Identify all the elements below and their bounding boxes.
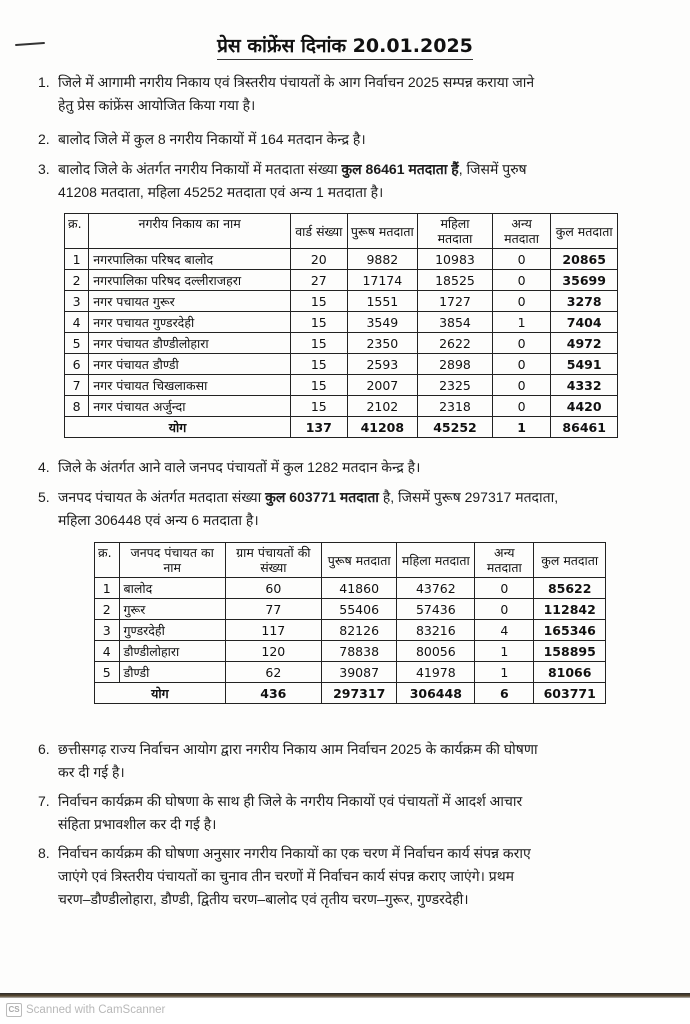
name-cell: नगरपालिका परिषद दल्लीराजहरा (89, 270, 291, 291)
value-cell: 0 (492, 333, 551, 354)
point-5: 5. जनपद पंचायत के अंतर्गत मतदाता संख्या कुल 603771 मतदाता है, जिसमें पुरूष 297317 मतदाता, महिला 306448 एवं अन्य 6 मतदाता है। (38, 489, 559, 528)
table-row (65, 291, 618, 312)
table-row (65, 375, 618, 396)
value-cell: 1727 (418, 291, 493, 312)
total-cell: 35699 (551, 270, 618, 291)
total-value: 306448 (397, 683, 475, 704)
serial-cell: 2 (95, 599, 120, 620)
value-cell: 2622 (418, 333, 493, 354)
total-value: 297317 (321, 683, 397, 704)
point-6: 6. छत्तीसगढ़ राज्य निर्वाचन आयोग द्वारा नगरीय निकाय आम निर्वाचन 2025 के कार्यक्रम की घोषणा कर दी गई है। (38, 741, 538, 780)
name-cell: डौण्डी (119, 662, 225, 683)
name-cell: नगरपालिका परिषद बालोद (89, 249, 291, 270)
total-cell: 4332 (551, 375, 618, 396)
value-cell: 18525 (418, 270, 493, 291)
urban-bodies-table (64, 213, 618, 438)
table-row (65, 333, 618, 354)
document-title: प्रेस कांफ्रेंस दिनांक 20.01.2025 (0, 32, 690, 58)
value-cell: 2325 (418, 375, 493, 396)
serial-cell: 3 (95, 620, 120, 641)
scan-edge (0, 993, 690, 998)
value-cell: 15 (291, 291, 348, 312)
name-cell: नगर पंचायत डौण्डी (89, 354, 291, 375)
value-cell: 39087 (321, 662, 397, 683)
value-cell: 15 (291, 375, 348, 396)
value-cell: 77 (225, 599, 321, 620)
total-value: 41208 (347, 417, 418, 438)
total-label: योग (95, 683, 226, 704)
point-7: 7. निर्वाचन कार्यक्रम की घोषणा के साथ ही जिले के नगरीय निकायों एवं पंचायतों में आदर्श आचार संहिता प्रभावशील कर दी गई है। (38, 793, 523, 832)
total-cell: 81066 (534, 662, 606, 683)
table-row (65, 354, 618, 375)
total-row (65, 417, 618, 438)
table-row (65, 396, 618, 417)
total-value: 86461 (551, 417, 618, 438)
value-cell: 2593 (347, 354, 418, 375)
camscanner-watermark (6, 1003, 165, 1017)
total-cell: 165346 (534, 620, 606, 641)
total-value: 1 (492, 417, 551, 438)
total-value: 137 (291, 417, 348, 438)
value-cell: 117 (225, 620, 321, 641)
total-row (95, 683, 606, 704)
value-cell: 2318 (418, 396, 493, 417)
serial-cell: 1 (65, 249, 89, 270)
value-cell: 41978 (397, 662, 475, 683)
value-cell: 60 (225, 578, 321, 599)
serial-cell: 1 (95, 578, 120, 599)
total-value: 6 (475, 683, 534, 704)
point-3: 3. बालोद जिले के अंतर्गत नगरीय निकायों में मतदाता संख्या कुल 86461 मतदाता हैं, जिसमें पुरुष 41208 मतदाता, महिला 45252 मतदाता एवं अन्य 1 मतदाता है। (38, 161, 527, 200)
total-cell: 85622 (534, 578, 606, 599)
table-header-row: क्र. जनपद पंचायत का नाम ग्राम पंचायतों की संख्या पुरूष मतदाता महिला मतदाता अन्य मतदाता कुल मतदाता (95, 543, 606, 578)
table-row (65, 249, 618, 270)
table-row (95, 641, 606, 662)
value-cell: 15 (291, 396, 348, 417)
value-cell: 27 (291, 270, 348, 291)
value-cell: 15 (291, 312, 348, 333)
total-value: 603771 (534, 683, 606, 704)
total-value: 436 (225, 683, 321, 704)
serial-cell: 3 (65, 291, 89, 312)
name-cell: गुरूर (119, 599, 225, 620)
total-cell: 20865 (551, 249, 618, 270)
value-cell: 57436 (397, 599, 475, 620)
total-cell: 5491 (551, 354, 618, 375)
value-cell: 83216 (397, 620, 475, 641)
value-cell: 0 (492, 249, 551, 270)
total-cell: 112842 (534, 599, 606, 620)
value-cell: 0 (475, 599, 534, 620)
serial-cell: 7 (65, 375, 89, 396)
serial-cell: 8 (65, 396, 89, 417)
janpad-panchayat-table (94, 542, 606, 704)
table-row (95, 662, 606, 683)
serial-cell: 4 (95, 641, 120, 662)
serial-cell: 5 (95, 662, 120, 683)
value-cell: 3549 (347, 312, 418, 333)
serial-cell: 2 (65, 270, 89, 291)
point-1: 1. जिले में आगामी नगरीय निकाय एवं त्रिस्तरीय पंचायतों के आग निर्वाचन 2025 सम्पन्न कराया जाने हेतु प्रेस कांफ्रेंस आयोजित किया गया है। (38, 74, 535, 113)
name-cell: नगर पंचायत डौण्डीलोहारा (89, 333, 291, 354)
name-cell: बालोद (119, 578, 225, 599)
value-cell: 82126 (321, 620, 397, 641)
name-cell: डौण्डीलोहारा (119, 641, 225, 662)
value-cell: 43762 (397, 578, 475, 599)
value-cell: 15 (291, 333, 348, 354)
value-cell: 1 (492, 312, 551, 333)
name-cell: नगर पंचायत अर्जुन्दा (89, 396, 291, 417)
point-4: 4. जिले के अंतर्गत आने वाले जनपद पंचायतों में कुल 1282 मतदान केन्द्र है। (38, 459, 421, 475)
value-cell: 9882 (347, 249, 418, 270)
value-cell: 17174 (347, 270, 418, 291)
value-cell: 62 (225, 662, 321, 683)
value-cell: 2102 (347, 396, 418, 417)
value-cell: 15 (291, 354, 348, 375)
value-cell: 10983 (418, 249, 493, 270)
value-cell: 120 (225, 641, 321, 662)
value-cell: 80056 (397, 641, 475, 662)
value-cell: 0 (492, 270, 551, 291)
table-row (95, 578, 606, 599)
table-row (95, 620, 606, 641)
total-cell: 4972 (551, 333, 618, 354)
value-cell: 1551 (347, 291, 418, 312)
value-cell: 1 (475, 662, 534, 683)
serial-cell: 5 (65, 333, 89, 354)
value-cell: 0 (475, 578, 534, 599)
total-cell: 4420 (551, 396, 618, 417)
point-8: 8. निर्वाचन कार्यक्रम की घोषणा अनुसार नगरीय निकायों का एक चरण में निर्वाचन कार्य संपन्न कराए जाएंगे एवं त्रिस्तरीय पंचायतों का चुनाव तीन चरणों में निर्वाचन कार्य संपन्न कराए जाएंगे। प्रथम चरण–डौण्डीलोहारा, डौण्डी, द्वितीय चरण–बालोद एवं तृतीय चरण–गुरूर, गुण्डरदेही। (38, 845, 531, 907)
value-cell: 78838 (321, 641, 397, 662)
total-value: 45252 (418, 417, 493, 438)
name-cell: नगर पचायत गुरूर (89, 291, 291, 312)
name-cell: नगर पंचायत चिखलाकसा (89, 375, 291, 396)
serial-cell: 4 (65, 312, 89, 333)
value-cell: 20 (291, 249, 348, 270)
value-cell: 4 (475, 620, 534, 641)
table-header-row: क्र. नगरीय निकाय का नाम वार्ड संख्या पुरूष मतदाता महिला मतदाता अन्य मतदाता कुल मतदाता (65, 214, 618, 249)
value-cell: 0 (492, 291, 551, 312)
value-cell: 0 (492, 375, 551, 396)
value-cell: 2007 (347, 375, 418, 396)
total-cell: 3278 (551, 291, 618, 312)
table-row (65, 270, 618, 291)
value-cell: 2350 (347, 333, 418, 354)
value-cell: 3854 (418, 312, 493, 333)
value-cell: 0 (492, 354, 551, 375)
name-cell: गुण्डरदेही (119, 620, 225, 641)
total-label: योग (65, 417, 291, 438)
serial-cell: 6 (65, 354, 89, 375)
total-cell: 158895 (534, 641, 606, 662)
name-cell: नगर पचायत गुण्डरदेही (89, 312, 291, 333)
value-cell: 1 (475, 641, 534, 662)
value-cell: 2898 (418, 354, 493, 375)
point-2: 2. बालोद जिले में कुल 8 नगरीय निकायों में 164 मतदान केन्द्र है। (38, 131, 366, 147)
table-row (95, 599, 606, 620)
value-cell: 0 (492, 396, 551, 417)
value-cell: 55406 (321, 599, 397, 620)
camscanner-logo-icon: CS (6, 1003, 22, 1017)
watermark-text: Scanned with CamScanner (26, 1004, 166, 1016)
table-row (65, 312, 618, 333)
total-cell: 7404 (551, 312, 618, 333)
value-cell: 41860 (321, 578, 397, 599)
